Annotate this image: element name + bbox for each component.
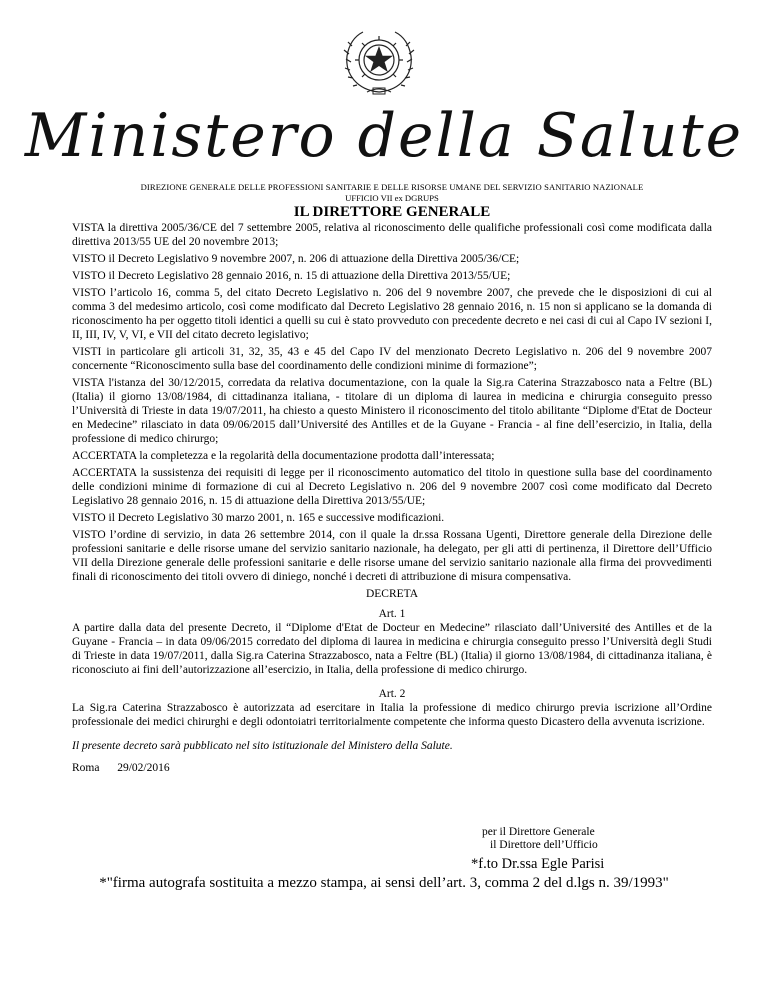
signatory-name: *f.to Dr.ssa Egle Parisi [471,856,605,872]
department-name: DIREZIONE GENERALE DELLE PROFESSIONI SANITARIE E DELLE RISORSE UMANE DEL SERVIZIO SANITARIO NAZIONALE [140,182,644,192]
preamble-paragraph: VISTI in particolare gli articoli 31, 32, 35, 43 e 45 del Capo IV del menzionato Decreto Legislativo n. 206 del 9 novembre 2007 concernente “Riconoscimento sulla base del coordinamento delle condizioni minime di formazione”; [72,346,712,372]
republic-emblem-icon [337,22,421,98]
preamble-paragraph: VISTO l’articolo 16, comma 5, del citato Decreto Legislativo n. 206 del 9 novembre 2007, che prevede che le disposizioni di cui al comma 3 del medesimo articolo, così come modificato dal Decreto Legislativo 28 gennaio 2016, n. 15 non si applicano se la domanda di riconoscimento ha per oggetto titoli identici a quelli su cui è stato provveduto con precedente decreto e nei casi di cui al Capo IV sezioni I, II, III, IV, V, VI, e VII del citato decreto legislativo; [72,287,712,341]
preamble-paragraph: VISTO il Decreto Legislativo 28 gennaio 2016, n. 15 di attuazione della Direttiva 2013/55/UE; [72,270,511,282]
place-date-line [72,761,712,775]
place: Roma [72,762,100,774]
preamble-paragraph: ACCERTATA la sussistenza dei requisiti di legge per il riconoscimento automatico del titolo in questione sulla base del coordinamento delle condizioni minime di formazione di cui al Decreto Legislativo n. 206 del 9 novembre 2007 così come modificato dal Decreto Legislativo 28 gennaio 2016, n. 15 di attuazione della Direttiva 2013/55/UE; [72,467,712,507]
signature-line-1: per il Direttore Generale [482,826,595,838]
preamble-paragraph: VISTA l'istanza del 30/12/2015, corredata da relativa documentazione, con la quale la Sig.ra Caterina Strazzabosco nata a Feltre (BL) (Italia) il giorno 13/08/1984, di cittadinanza italiana, - titolare di un diploma di laurea in medicina e chirurgia conseguito presso l’Università di Trieste in data 19/07/2011, ha chiesto a questo Ministero il riconoscimento del titolo abilitante “Diplome d'Etat de Docteur en Medecine” rilasciato in data 09/06/2015 dall’Université des Antilles et de la Guyane - Francia - al fine dell’esercizio, in Italia, della professione di medico chirurgo; [72,377,712,445]
date: 29/02/2016 [117,762,170,774]
preamble-paragraph: VISTO il Decreto Legislativo 30 marzo 2001, n. 165 e successive modificazioni. [72,512,445,524]
decree-body [72,221,712,778]
signature-line-2: il Direttore dell’Ufficio [490,839,598,851]
office-name: UFFICIO VII ex DGRUPS [345,193,439,203]
publication-note: Il presente decreto sarà pubblicato nel sito istituzionale del Ministero della Salute. [72,740,453,752]
signature-footnote: *"firma autografa sostituita a mezzo stampa, ai sensi dell’art. 3, comma 2 del d.lgs n. 39/1993" [99,875,669,891]
preamble-paragraph: VISTA la direttiva 2005/36/CE del 7 settembre 2005, relativa al riconoscimento delle qualifiche professionali così come modificata dalla direttiva 2013/55 UE del 20 novembre 2013; [72,222,712,248]
article-2-text: La Sig.ra Caterina Strazzabosco è autorizzata ad esercitare in Italia la professione di medico chirurgo previa iscrizione all’Ordine professionale dei medici chirurghi e degli odontoiatri territorialmente competente che informa questo Dicastero della avvenuta iscrizione. [72,702,712,728]
article-2-label: Art. 2 [378,688,406,700]
article-1-text: A partire dalla data del presente Decreto, il “Diplome d'Etat de Docteur en Medecine” rilasciato dall’Université des Antilles et de la Guyane - Francia – in data 09/06/2015 corredato del diploma di laurea in medicina e chirurgia conseguito presso l’Università degli Studi di Trieste in data 19/07/2011, dalla Sig.ra Caterina Strazzabosco, nata a Feltre (BL) (Italia) il giorno 13/08/1984, di cittadinanza italiana, è riconosciuto ai fini dell’autorizzazione all’esercizio, in Italia, della professione di medico chirurgo. [72,622,712,676]
article-1-label: Art. 1 [378,608,406,620]
ministry-name: Ministero della Salute [24,101,744,171]
preamble-paragraph: VISTO il Decreto Legislativo 9 novembre 2007, n. 206 di attuazione della Direttiva 2005/36/CE; [72,253,520,265]
signature-block [482,826,598,852]
preamble-paragraph: VISTO l’ordine di servizio, in data 26 settembre 2014, con il quale la dr.ssa Rossana Ugenti, Direttore generale della Direzione delle professioni sanitarie e delle risorse umane del servizio sanitario nazionale, ha delegato, per gli atti di pertinenza, il Direttore dell’Ufficio VII della Direzione generale delle professioni sanitarie e delle risorse umane del servizio sanitario nazionale alla firma dei provvedimenti finali di riconoscimento dei titoli ovvero di diniego, nonché i decreti di attribuzione di misura compensativa. [72,529,712,583]
preamble-paragraph: ACCERTATA la completezza e la regolarità della documentazione prodotta dall’interessata; [72,450,495,462]
decreta-heading: DECRETA [365,588,419,600]
document-title: IL DIRETTORE GENERALE [293,204,491,220]
